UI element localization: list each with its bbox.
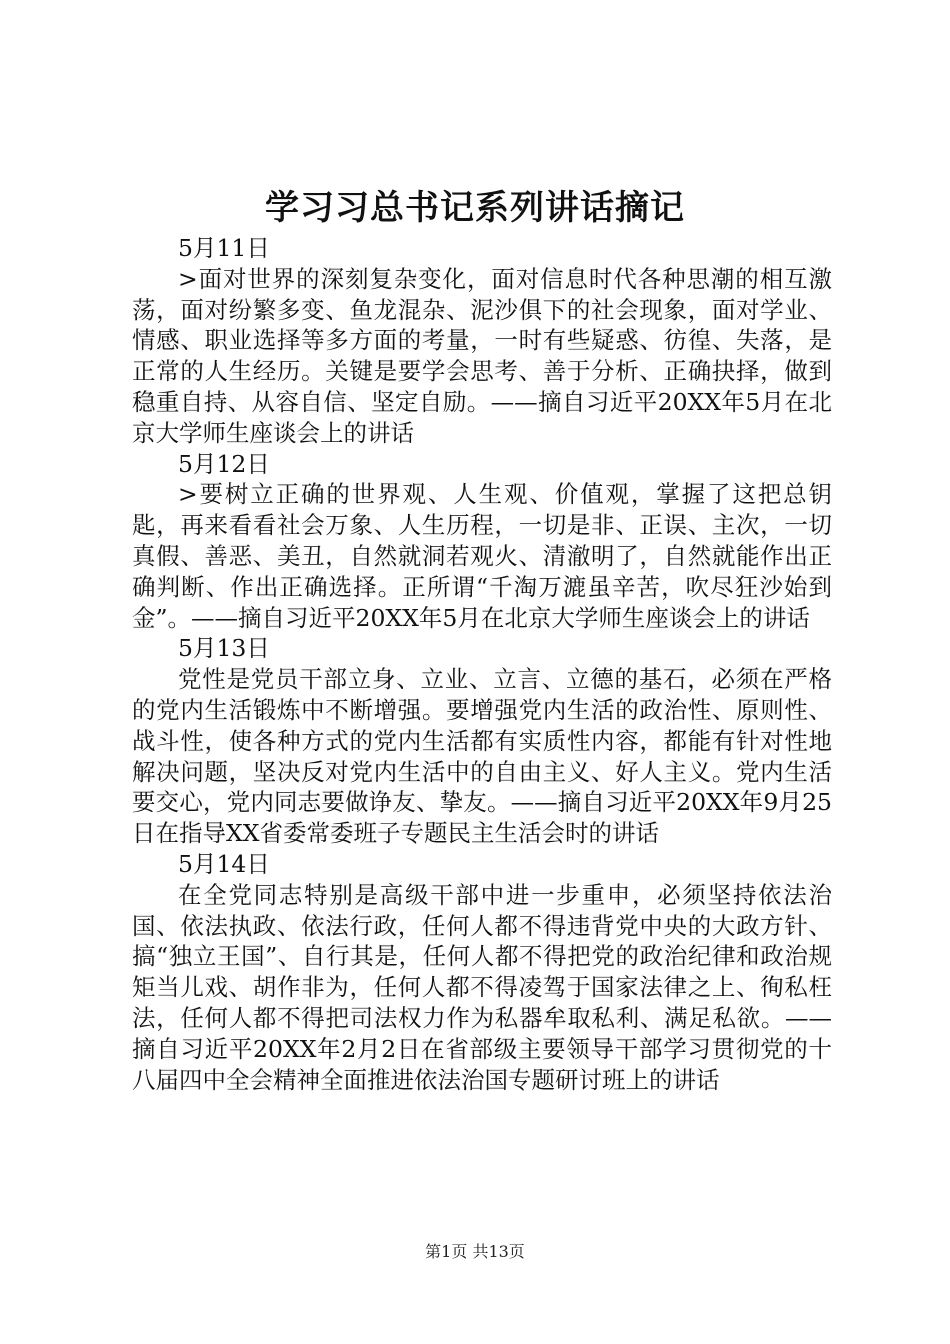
entry-text: >面对世界的深刻复杂变化，面对信息时代各种思潮的相互激荡，面对纷繁多变、鱼龙混杂、泥沙俱下的社会现象，面对学业、情感、职业选择等多方面的考量，一时有些疑惑、彷徨、失落，是正常的人生经历。关键是要学会思考、善于分析、正确抉择，做到稳重自持、从容自信、坚定自励。——摘自习近平20XX年5月在北京大学师生座谈会上的讲话 <box>132 264 832 447</box>
entry-text: 在全党同志特别是高级干部中进一步重申，必须坚持依法治国、依法执政、依法行政，任何人都不得违背党中央的大政方针、搞“独立王国”、自行其是，任何人都不得把党的政治纪律和政治规矩当儿戏、胡作非为，任何人都不得凌驾于国家法律之上、徇私枉法，任何人都不得把司法权力作为私器牟取私利、满足私欲。——摘自习近平20XX年2月2日在省部级主要领导干部学习贯彻党的十八届四中全会精神全面推进依法治国专题研讨班上的讲话 <box>132 880 832 1094</box>
document-title: 学习习总书记系列讲话摘记 <box>265 188 685 228</box>
entry-text: 党性是党员干部立身、立业、立言、立德的基石，必须在严格的党内生活锻炼中不断增强。要增强党内生活的政治性、原则性、战斗性，使各种方式的党内生活都有实质性内容，都能有针对性地解决问题，坚决反对党内生活中的自由主义、好人主义。党内生活要交心，党内同志要做诤友、挚友。——摘自习近平20XX年9月25日在指导XX省委常委班子专题民主生活会时的讲话 <box>132 665 832 848</box>
entry-text: >要树立正确的世界观、人生观、价值观，掌握了这把总钥匙，再来看看社会万象、人生历程，一切是非、正误、主次，一切真假、善恶、美丑，自然就洞若观火、清澈明了，自然就能作出正确判断、作出正确选择。正所谓“千淘万漉虽辛苦，吹尽狂沙始到金”。——摘自习近平20XX年5月在北京大学师生座谈会上的讲话 <box>132 480 832 632</box>
document-body <box>132 233 832 1095</box>
entry-date: 5月12日 <box>178 449 270 478</box>
entry-date: 5月11日 <box>178 234 270 262</box>
entry-date: 5月14日 <box>178 849 270 878</box>
entry-date: 5月13日 <box>178 634 270 663</box>
page-number-footer: 第1页 共13页 <box>425 1242 525 1261</box>
